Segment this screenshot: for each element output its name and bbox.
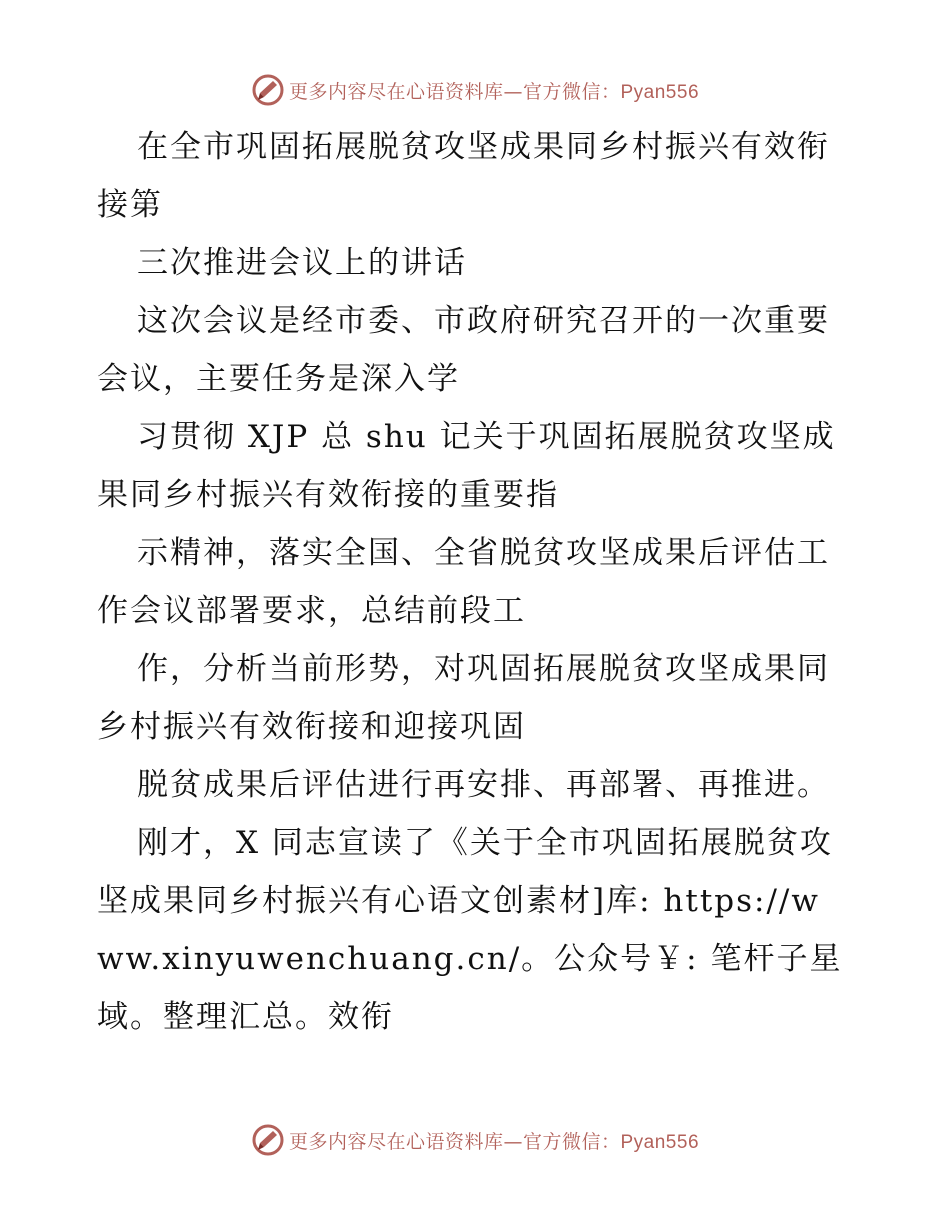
brand-logo-icon	[251, 73, 285, 107]
footer-banner	[0, 1120, 950, 1160]
text-line: 习贯彻 XJP 总 shu 记关于巩固拓展脱贫攻坚成	[137, 419, 836, 455]
text-line: 这次会议是经市委、市政府研究召开的一次重要	[137, 303, 830, 339]
text-line: 作，分析当前形势，对巩固拓展脱贫攻坚成果同	[137, 651, 830, 687]
text-line: 坚成果同乡村振兴有心语文创素材]库: https://w	[97, 883, 820, 919]
text-line: 会议，主要任务是深入学	[97, 361, 460, 397]
text-line: 刚才，X 同志宣读了《关于全市巩固拓展脱贫攻	[137, 825, 833, 861]
banner-text: 更多内容尽在心语资料库—官方微信：	[288, 1130, 621, 1153]
header-banner	[0, 70, 950, 110]
text-line: 作会议部署要求，总结前段工	[97, 593, 526, 629]
text-line: 脱贫成果后评估进行再安排、再部署、再推进。	[137, 767, 830, 803]
text-line: 示精神，落实全国、全省脱贫攻坚成果后评估工	[137, 535, 830, 571]
text-line: 在全市巩固拓展脱贫攻坚成果同乡村振兴有效衔	[137, 129, 830, 165]
text-line: 接第	[97, 187, 163, 223]
text-line: 域。整理汇总。效衔	[97, 999, 394, 1035]
brand-logo-icon	[251, 1123, 285, 1157]
text-line: 三次推进会议上的讲话	[137, 245, 467, 281]
text-line: 果同乡村振兴有效衔接的重要指	[97, 477, 559, 513]
banner-handle: Pyan556	[620, 81, 700, 103]
text-line: 乡村振兴有效衔接和迎接巩固	[97, 709, 526, 745]
document-body	[97, 118, 852, 1046]
banner-text: 更多内容尽在心语资料库—官方微信：	[288, 80, 621, 103]
banner-handle: Pyan556	[620, 1131, 700, 1153]
text-line: ww.xinyuwenchuang.cn/。公众号￥: 笔杆子星	[97, 941, 843, 977]
